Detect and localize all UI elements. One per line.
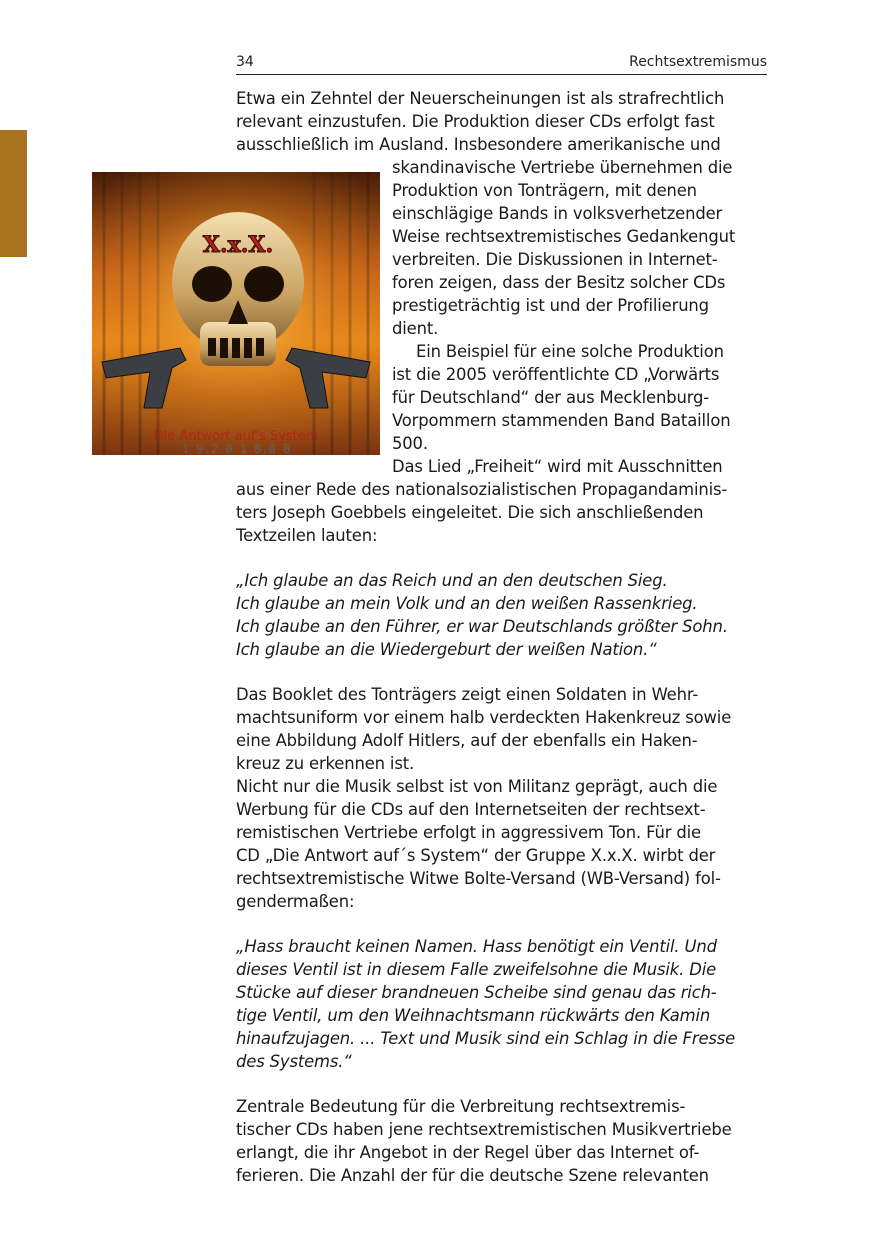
text-line: erlangt, die ihr Angebot in der Regel über das Internet of-	[236, 1143, 700, 1162]
running-header	[236, 52, 767, 75]
text-line: Zentrale Bedeutung für die Verbreitung rechtsextremis-	[236, 1097, 686, 1116]
text-line: skandinavische Vertriebe übernehmen die	[392, 158, 733, 177]
text-line: tischer CDs haben jene rechtsextremistischen Musikvertriebe	[236, 1120, 732, 1139]
text-line: einschlägige Bands in volksverhetzender	[392, 204, 723, 223]
text-line: dient.	[392, 319, 439, 338]
text-line: Nicht nur die Musik selbst ist von Militanz geprägt, auch die	[236, 777, 718, 796]
text-line: eine Abbildung Adolf Hitlers, auf der ebenfalls ein Haken-	[236, 731, 698, 750]
quote-line: Ich glaube an die Wiedergeburt der weißen Nation.“	[236, 640, 657, 659]
text-line: Textzeilen lauten:	[236, 526, 378, 545]
quote-line: Ich glaube an mein Volk und an den weißen Rassenkrieg.	[236, 594, 698, 613]
text-line: verbreiten. Die Diskussionen in Internet-	[392, 250, 718, 269]
text-line: Etwa ein Zehntel der Neuerscheinungen ist als strafrechtlich	[236, 89, 725, 108]
text-line: remistischen Vertriebe erfolgt in aggressivem Ton. Für die	[236, 823, 701, 842]
text-line: CD „Die Antwort auf´s System“ der Gruppe X.x.X. wirbt der	[236, 846, 716, 865]
text-line: kreuz zu erkennen ist.	[236, 754, 415, 773]
page-number: 34	[236, 54, 254, 70]
cover-band-label: X.x.X.	[202, 232, 274, 258]
quote-line: dieses Ventil ist in diesem Falle zweifelsohne die Musik. Die	[236, 960, 717, 979]
text-line: ters Joseph Goebbels eingeleitet. Die sich anschließenden	[236, 503, 704, 522]
text-line: ist die 2005 veröffentlichte CD „Vorwärts	[392, 365, 720, 384]
quote-line: des Systems.“	[236, 1052, 352, 1071]
text-line: aus einer Rede des nationalsozialistischen Propagandaminis-	[236, 480, 728, 499]
text-line: Vorpommern stammenden Band Bataillon	[392, 411, 731, 430]
quote-line: Stücke auf dieser brandneuen Scheibe sind genau das rich-	[236, 983, 717, 1002]
text-line: Das Booklet des Tonträgers zeigt einen Soldaten in Wehr-	[236, 685, 699, 704]
text-line: ferieren. Die Anzahl der für die deutsche Szene relevanten	[236, 1166, 709, 1185]
text-line: relevant einzustufen. Die Produktion dieser CDs erfolgt fast	[236, 112, 715, 131]
quote-2	[236, 935, 767, 1073]
text-line: machtsuniform vor einem halb verdeckten Hakenkreuz sowie	[236, 708, 732, 727]
text-line: 500.	[392, 434, 428, 453]
paragraph-3	[236, 683, 767, 913]
quote-line: „Ich glaube an das Reich und an den deutschen Sieg.	[236, 571, 668, 590]
text-line: Weise rechtsextremistisches Gedankengut	[392, 227, 736, 246]
text-line: ausschließlich im Ausland. Insbesondere amerikanische und	[236, 135, 721, 154]
text-line: für Deutschland“ der aus Mecklenburg-	[392, 388, 710, 407]
cd-cover-illustration	[92, 172, 380, 455]
cover-numbers: 1 9.2 0 1 8.8 8	[181, 442, 291, 455]
paragraph-4	[236, 1095, 767, 1187]
chapter-edge-tab	[0, 130, 27, 257]
text-line: Das Lied „Freiheit“ wird mit Ausschnitten	[392, 457, 723, 476]
quote-line: tige Ventil, um den Weihnachtsmann rückwärts den Kamin	[236, 1006, 711, 1025]
text-line: Produktion von Tonträgern, mit denen	[392, 181, 697, 200]
cd-cover-image	[92, 172, 380, 455]
text-line: gendermaßen:	[236, 892, 355, 911]
text-line: prestigeträchtig ist und der Profilierung	[392, 296, 709, 315]
text-line: Werbung für die CDs auf den Internetseiten der rechtsext-	[236, 800, 706, 819]
text-line: foren zeigen, dass der Besitz solcher CDs	[392, 273, 726, 292]
quote-line: „Hass braucht keinen Namen. Hass benötigt ein Ventil. Und	[236, 937, 717, 956]
section-title: Rechtsextremismus	[629, 54, 767, 70]
quote-line: Ich glaube an den Führer, er war Deutschlands größter Sohn.	[236, 617, 728, 636]
text-line: Ein Beispiel für eine solche Produktion	[416, 342, 724, 361]
quote-1	[236, 569, 767, 661]
quote-line: hinaufzujagen. ... Text und Musik sind ein Schlag in die Fresse	[236, 1029, 736, 1048]
text-line: rechtsextremistische Witwe Bolte-Versand (WB-Versand) fol-	[236, 869, 721, 888]
cover-title: Die Antwort auf's System	[153, 429, 319, 444]
